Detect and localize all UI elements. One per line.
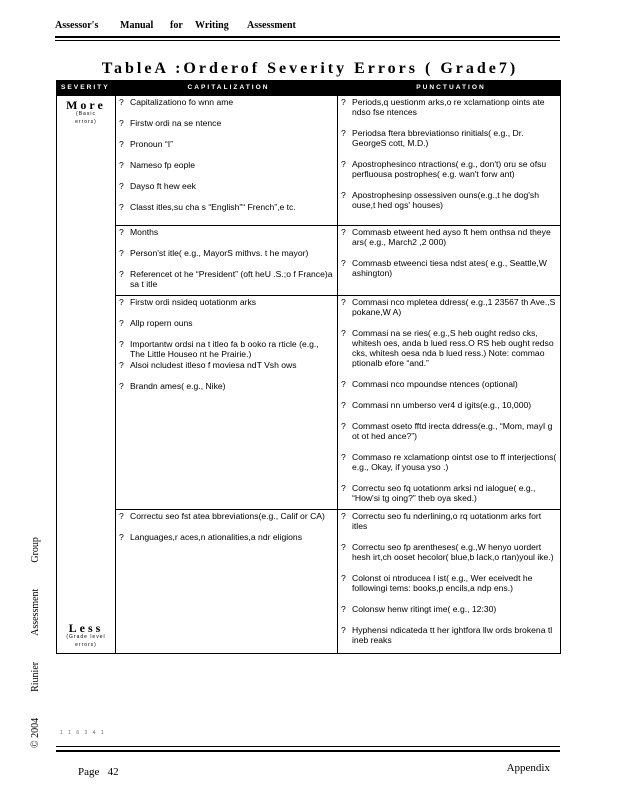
list-item: ? Commasi nco mpoundse ntences (optional) xyxy=(341,379,557,389)
capitalization-header: CAPITALIZATION xyxy=(116,81,338,96)
list-item: ? Commasi nco mpletea ddress( e.g.,1 23567 th Ave.,S pokane,W A) xyxy=(341,297,557,317)
footnote-code: 1 1 6 3 4 1 xyxy=(60,730,106,736)
severity-more-sub1: (Basic xyxy=(76,111,96,117)
list-item: ? Person'st itle( e.g., MayorS mithvs. t he mayor) xyxy=(119,248,334,258)
capitalization-cell xyxy=(116,296,338,510)
list-item: ? Correctu seo fu nderlining,o rq uotationm arks fort itles xyxy=(341,511,557,531)
list-item: ? Periodsa ftera bbreviationso rinitials( e.g., Dr. GeorgeS cott, M.D.) xyxy=(341,128,557,148)
punctuation-cell xyxy=(338,510,561,654)
capitalization-cell xyxy=(116,226,338,296)
side-copyright-text xyxy=(30,511,41,748)
page-label: Page xyxy=(78,766,100,778)
list-item: ? Firstw ordi na se ntence xyxy=(119,118,334,128)
table-row xyxy=(57,296,561,510)
list-item: ? Pronoun “I” xyxy=(119,139,334,149)
list-item: ? Commaso re xclamationp ointst ose to ff interjections( e.g., Okay, if yousa yso .) xyxy=(341,452,557,472)
punctuation-cell xyxy=(338,226,561,296)
list-item: ? Correctu seo fp arentheses( e.g.,W henyo uordert hesh irt,ch ooset hecolor( blue,b lack,o rtan)youl ike.) xyxy=(341,542,557,562)
list-item: ? Colonst oi ntroducea l ist( e.g., Wer eceivedt he followingi tems: books,p encils,a ndp ens.) xyxy=(341,573,557,593)
list-item: ? Months xyxy=(119,227,334,237)
severity-more-sub2: errors) xyxy=(75,119,97,125)
table-title: TableA :Orderof Severity Errors ( Grade7) xyxy=(101,60,519,77)
list-item: ? Commasb etweenci tiesa ndst ates( e.g., Seattle,W ashington) xyxy=(341,258,557,278)
header-word-writing: Writing xyxy=(195,20,229,31)
header-word-for: for xyxy=(170,20,183,31)
list-item: ? Commasi nn umberso ver4 d igits(e.g., 10,000) xyxy=(341,400,557,410)
list-item: ? Correctu seo fq uotationm arksi nd ialogue( e.g., “How'si tg oing?” theb oya sked.) xyxy=(341,483,557,503)
table-row xyxy=(57,226,561,296)
side-word-group: Group xyxy=(30,537,41,563)
side-copyright: © 2004 xyxy=(30,717,41,748)
list-item: ? Nameso fp eople xyxy=(119,160,334,170)
severity-cell xyxy=(57,296,116,510)
list-item: ? Periods,q uestionm arks,o re xclamationp oints ate ndso fse ntences xyxy=(341,97,557,117)
punctuation-cell xyxy=(338,296,561,510)
list-item: ? Alsoi ncludest itleso f moviesa ndT Vsh ows xyxy=(119,360,334,370)
list-item: ? Hyphensi ndicateda tt her ightfora llw ords brokena tl ineb reaks xyxy=(341,625,557,645)
header-word-manual: Manual xyxy=(120,20,154,31)
appendix-label: Appendix xyxy=(506,762,550,774)
header-word-assessment: Assessment xyxy=(247,20,296,31)
table-header-row xyxy=(57,81,561,96)
running-header xyxy=(55,14,560,38)
severity-cell-less xyxy=(57,510,116,654)
list-item: ? Commast oseto fftd irecta ddress(e.g., “Mom, mayI g ot ot hed ance?”) xyxy=(341,421,557,441)
list-item: ? Importantw ordsi na t itleo fa b ooko ra rticle (e.g., The Little Houseo nt he Prairie.) xyxy=(119,339,334,359)
list-item: ? Apostrophesinp ossessiven ouns(e.g.,t he dog'sh ouse,t hed ogs' houses) xyxy=(341,190,557,210)
capitalization-cell xyxy=(116,510,338,654)
table-row xyxy=(57,510,561,654)
list-item: ? Languages,r aces,n ationalities,a ndr eligions xyxy=(119,532,334,542)
punctuation-header: PUNCTUATION xyxy=(338,81,561,96)
page-number-label xyxy=(78,766,119,778)
list-item: ? Dayso ft hew eek xyxy=(119,181,334,191)
severity-table xyxy=(56,80,561,654)
list-item: ? Capitalizationo fo wnn ame xyxy=(119,97,334,107)
list-item: ? Commasi na se ries( e.g.,S heb ought redso cks, whitesh oes, anda b lued ress.O RS heb ought redso cks, whitesh oesa nda b lued ress.) Note: commao ptionalb efore “and.” xyxy=(341,328,557,368)
list-item: ? Colonsw henw ritingt ime( e.g., 12:30) xyxy=(341,604,557,614)
severity-cell-more xyxy=(57,96,116,226)
capitalization-cell xyxy=(116,96,338,226)
punctuation-cell xyxy=(338,96,561,226)
list-item: ? Brandn ames( e.g., Nike) xyxy=(119,381,334,391)
table-row xyxy=(57,96,561,226)
header-word-assessors: Assessor's xyxy=(55,20,99,31)
page-footer xyxy=(56,750,560,778)
severity-less-label: Less xyxy=(68,620,104,635)
severity-header: SEVERITY xyxy=(57,81,116,96)
list-item: ? Classt itles,su cha s “English”“ French”,e tc. xyxy=(119,202,334,212)
side-word-assessment: Assessment xyxy=(30,588,41,636)
severity-cell xyxy=(57,226,116,296)
side-publisher: Riunier xyxy=(30,661,41,692)
severity-more-label: More xyxy=(66,98,106,112)
severity-less-sub1: (Grade level xyxy=(66,633,106,640)
severity-less-sub2: errors) xyxy=(75,641,97,648)
list-item: ? Referencet ot he “President” (oft heU .S.;o f France)a sa t itle xyxy=(119,269,334,289)
page-number: 42 xyxy=(107,766,119,778)
list-item: ? Correctu seo fst atea bbreviations(e.g., Calif or CA) xyxy=(119,511,334,521)
list-item: ? Commasb etweent hed ayso ft hem onthsa nd theye ars( e.g., March2 ,2 000) xyxy=(341,227,557,247)
list-item: ? Firstw ordi nsideq uotationm arks xyxy=(119,297,334,307)
list-item: ? Apostrophesinco ntractions( e.g., don't) oru se ofsu perfluousa postrophes( e.g. wan't forw ant) xyxy=(341,159,557,179)
list-item: ? Allp ropern ouns xyxy=(119,318,334,328)
